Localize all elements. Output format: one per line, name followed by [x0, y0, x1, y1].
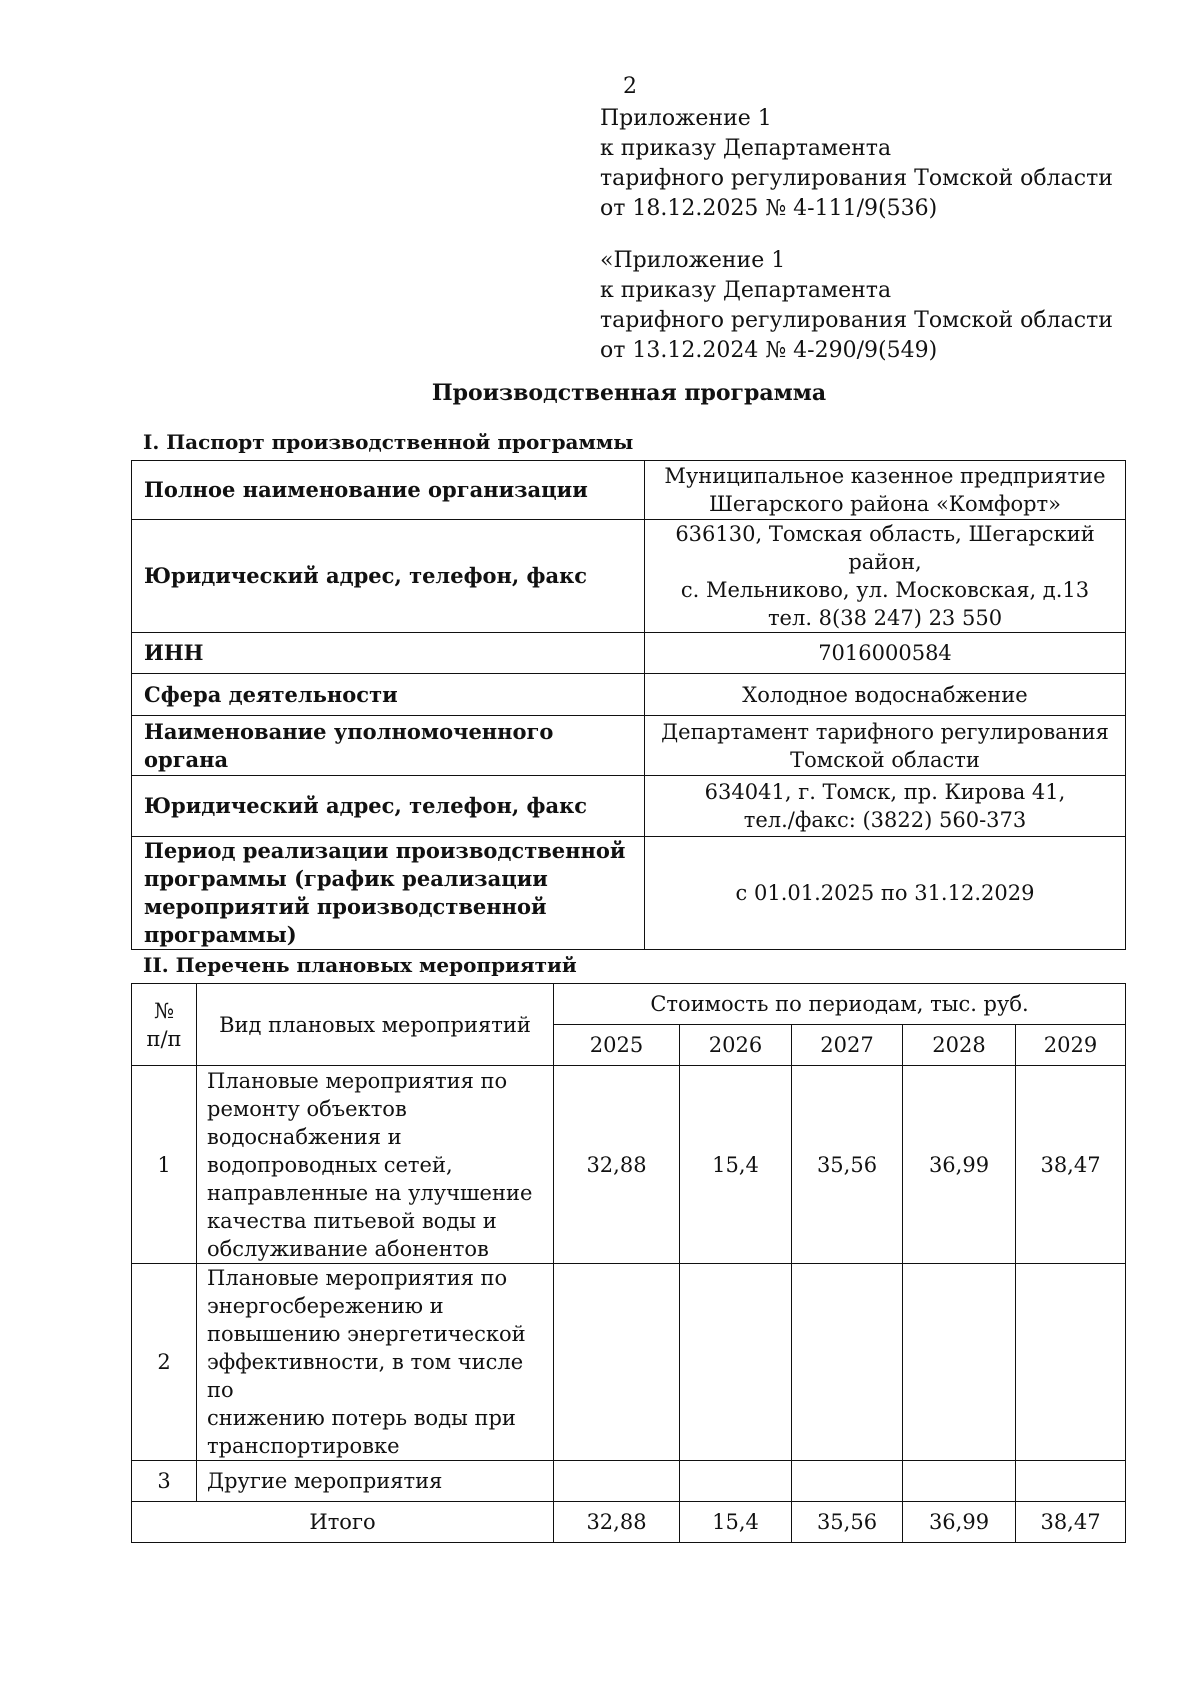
cost-cell: 15,4 — [680, 1066, 792, 1264]
row-description: Плановые мероприятия по энергосбережению и повышению энергетической эффективности, в том числе по снижению потерь воды при транспортировке — [197, 1264, 554, 1461]
appendix-previous-header — [600, 246, 1113, 366]
passport-row — [132, 520, 1126, 633]
table-row — [132, 1066, 1126, 1264]
appendix-line: от 13.12.2024 № 4-290/9(549) — [600, 338, 938, 363]
col-type-header: Вид плановых мероприятий — [197, 984, 554, 1066]
year-header: 2026 — [680, 1025, 792, 1066]
passport-heading: I. Паспорт производственной программы — [143, 430, 634, 454]
year-header: 2027 — [792, 1025, 903, 1066]
appendix-line: к приказу Департамента — [600, 136, 892, 161]
cost-cell — [903, 1264, 1016, 1461]
cost-cell — [680, 1461, 792, 1502]
total-cell: 36,99 — [903, 1502, 1016, 1543]
cost-cell — [554, 1461, 680, 1502]
appendix-line: к приказу Департамента — [600, 278, 892, 303]
plan-heading: II. Перечень плановых мероприятий — [143, 953, 577, 977]
row-number: 3 — [132, 1461, 197, 1502]
appendix-line: «Приложение 1 — [600, 248, 786, 273]
passport-value: 634041, г. Томск, пр. Кирова 41, тел./факс: (3822) 560-373 — [645, 776, 1126, 837]
row-number: 1 — [132, 1066, 197, 1264]
appendix-line: тарифного регулирования Томской области — [600, 166, 1113, 191]
cost-cell: 35,56 — [792, 1066, 903, 1264]
row-description: Плановые мероприятия по ремонту объектов водоснабжения и водопроводных сетей, направленные на улучшение качества питьевой воды и обслуживание абонентов — [197, 1066, 554, 1264]
passport-label: Юридический адрес, телефон, факс — [132, 776, 645, 837]
passport-value: с 01.01.2025 по 31.12.2029 — [645, 837, 1126, 950]
cost-cell — [554, 1264, 680, 1461]
appendix-line: тарифного регулирования Томской области — [600, 308, 1113, 333]
passport-label: Наименование уполномоченного органа — [132, 716, 645, 776]
passport-label: Полное наименование организации — [132, 461, 645, 520]
total-cell: 38,47 — [1016, 1502, 1126, 1543]
plan-table — [131, 983, 1126, 1543]
passport-row — [132, 461, 1126, 520]
total-cell: 32,88 — [554, 1502, 680, 1543]
cost-cell: 36,99 — [903, 1066, 1016, 1264]
passport-value: Департамент тарифного регулирования Томской области — [645, 716, 1126, 776]
passport-label: Период реализации производственной программы (график реализации мероприятий производственной программы) — [132, 837, 645, 950]
total-cell: 15,4 — [680, 1502, 792, 1543]
table-row — [132, 1264, 1126, 1461]
col-cost-header: Стоимость по периодам, тыс. руб. — [554, 984, 1126, 1025]
cost-cell — [792, 1461, 903, 1502]
passport-value: Холодное водоснабжение — [645, 674, 1126, 716]
cost-cell — [903, 1461, 1016, 1502]
cost-cell — [1016, 1264, 1126, 1461]
passport-row — [132, 716, 1126, 776]
total-row — [132, 1502, 1126, 1543]
page-number: 2 — [623, 74, 637, 99]
row-number: 2 — [132, 1264, 197, 1461]
passport-value: Муниципальное казенное предприятие Шегарского района «Комфорт» — [645, 461, 1126, 520]
table-row — [132, 1461, 1126, 1502]
year-header: 2025 — [554, 1025, 680, 1066]
passport-row — [132, 837, 1126, 950]
cost-cell — [792, 1264, 903, 1461]
cost-cell: 32,88 — [554, 1066, 680, 1264]
passport-value: 636130, Томская область, Шегарский район, с. Мельниково, ул. Московская, д.13 тел. 8(38 247) 23 550 — [645, 520, 1126, 633]
total-cell: 35,56 — [792, 1502, 903, 1543]
cost-cell — [680, 1264, 792, 1461]
appendix-line: от 18.12.2025 № 4-111/9(536) — [600, 196, 938, 221]
appendix-line: Приложение 1 — [600, 106, 772, 131]
passport-label: Сфера деятельности — [132, 674, 645, 716]
passport-label: Юридический адрес, телефон, факс — [132, 520, 645, 633]
year-header: 2028 — [903, 1025, 1016, 1066]
document-title: Производственная программа — [431, 380, 827, 406]
year-header: 2029 — [1016, 1025, 1126, 1066]
appendix-current-header — [600, 104, 1113, 224]
row-description: Другие мероприятия — [197, 1461, 554, 1502]
cost-cell — [1016, 1461, 1126, 1502]
passport-value: 7016000584 — [645, 633, 1126, 674]
plan-header-row — [132, 984, 1126, 1025]
col-number-header: № п/п — [132, 984, 197, 1066]
cost-cell: 38,47 — [1016, 1066, 1126, 1264]
passport-label: ИНН — [132, 633, 645, 674]
passport-row — [132, 633, 1126, 674]
total-label: Итого — [132, 1502, 554, 1543]
passport-table — [131, 460, 1126, 950]
passport-row — [132, 674, 1126, 716]
passport-row — [132, 776, 1126, 837]
